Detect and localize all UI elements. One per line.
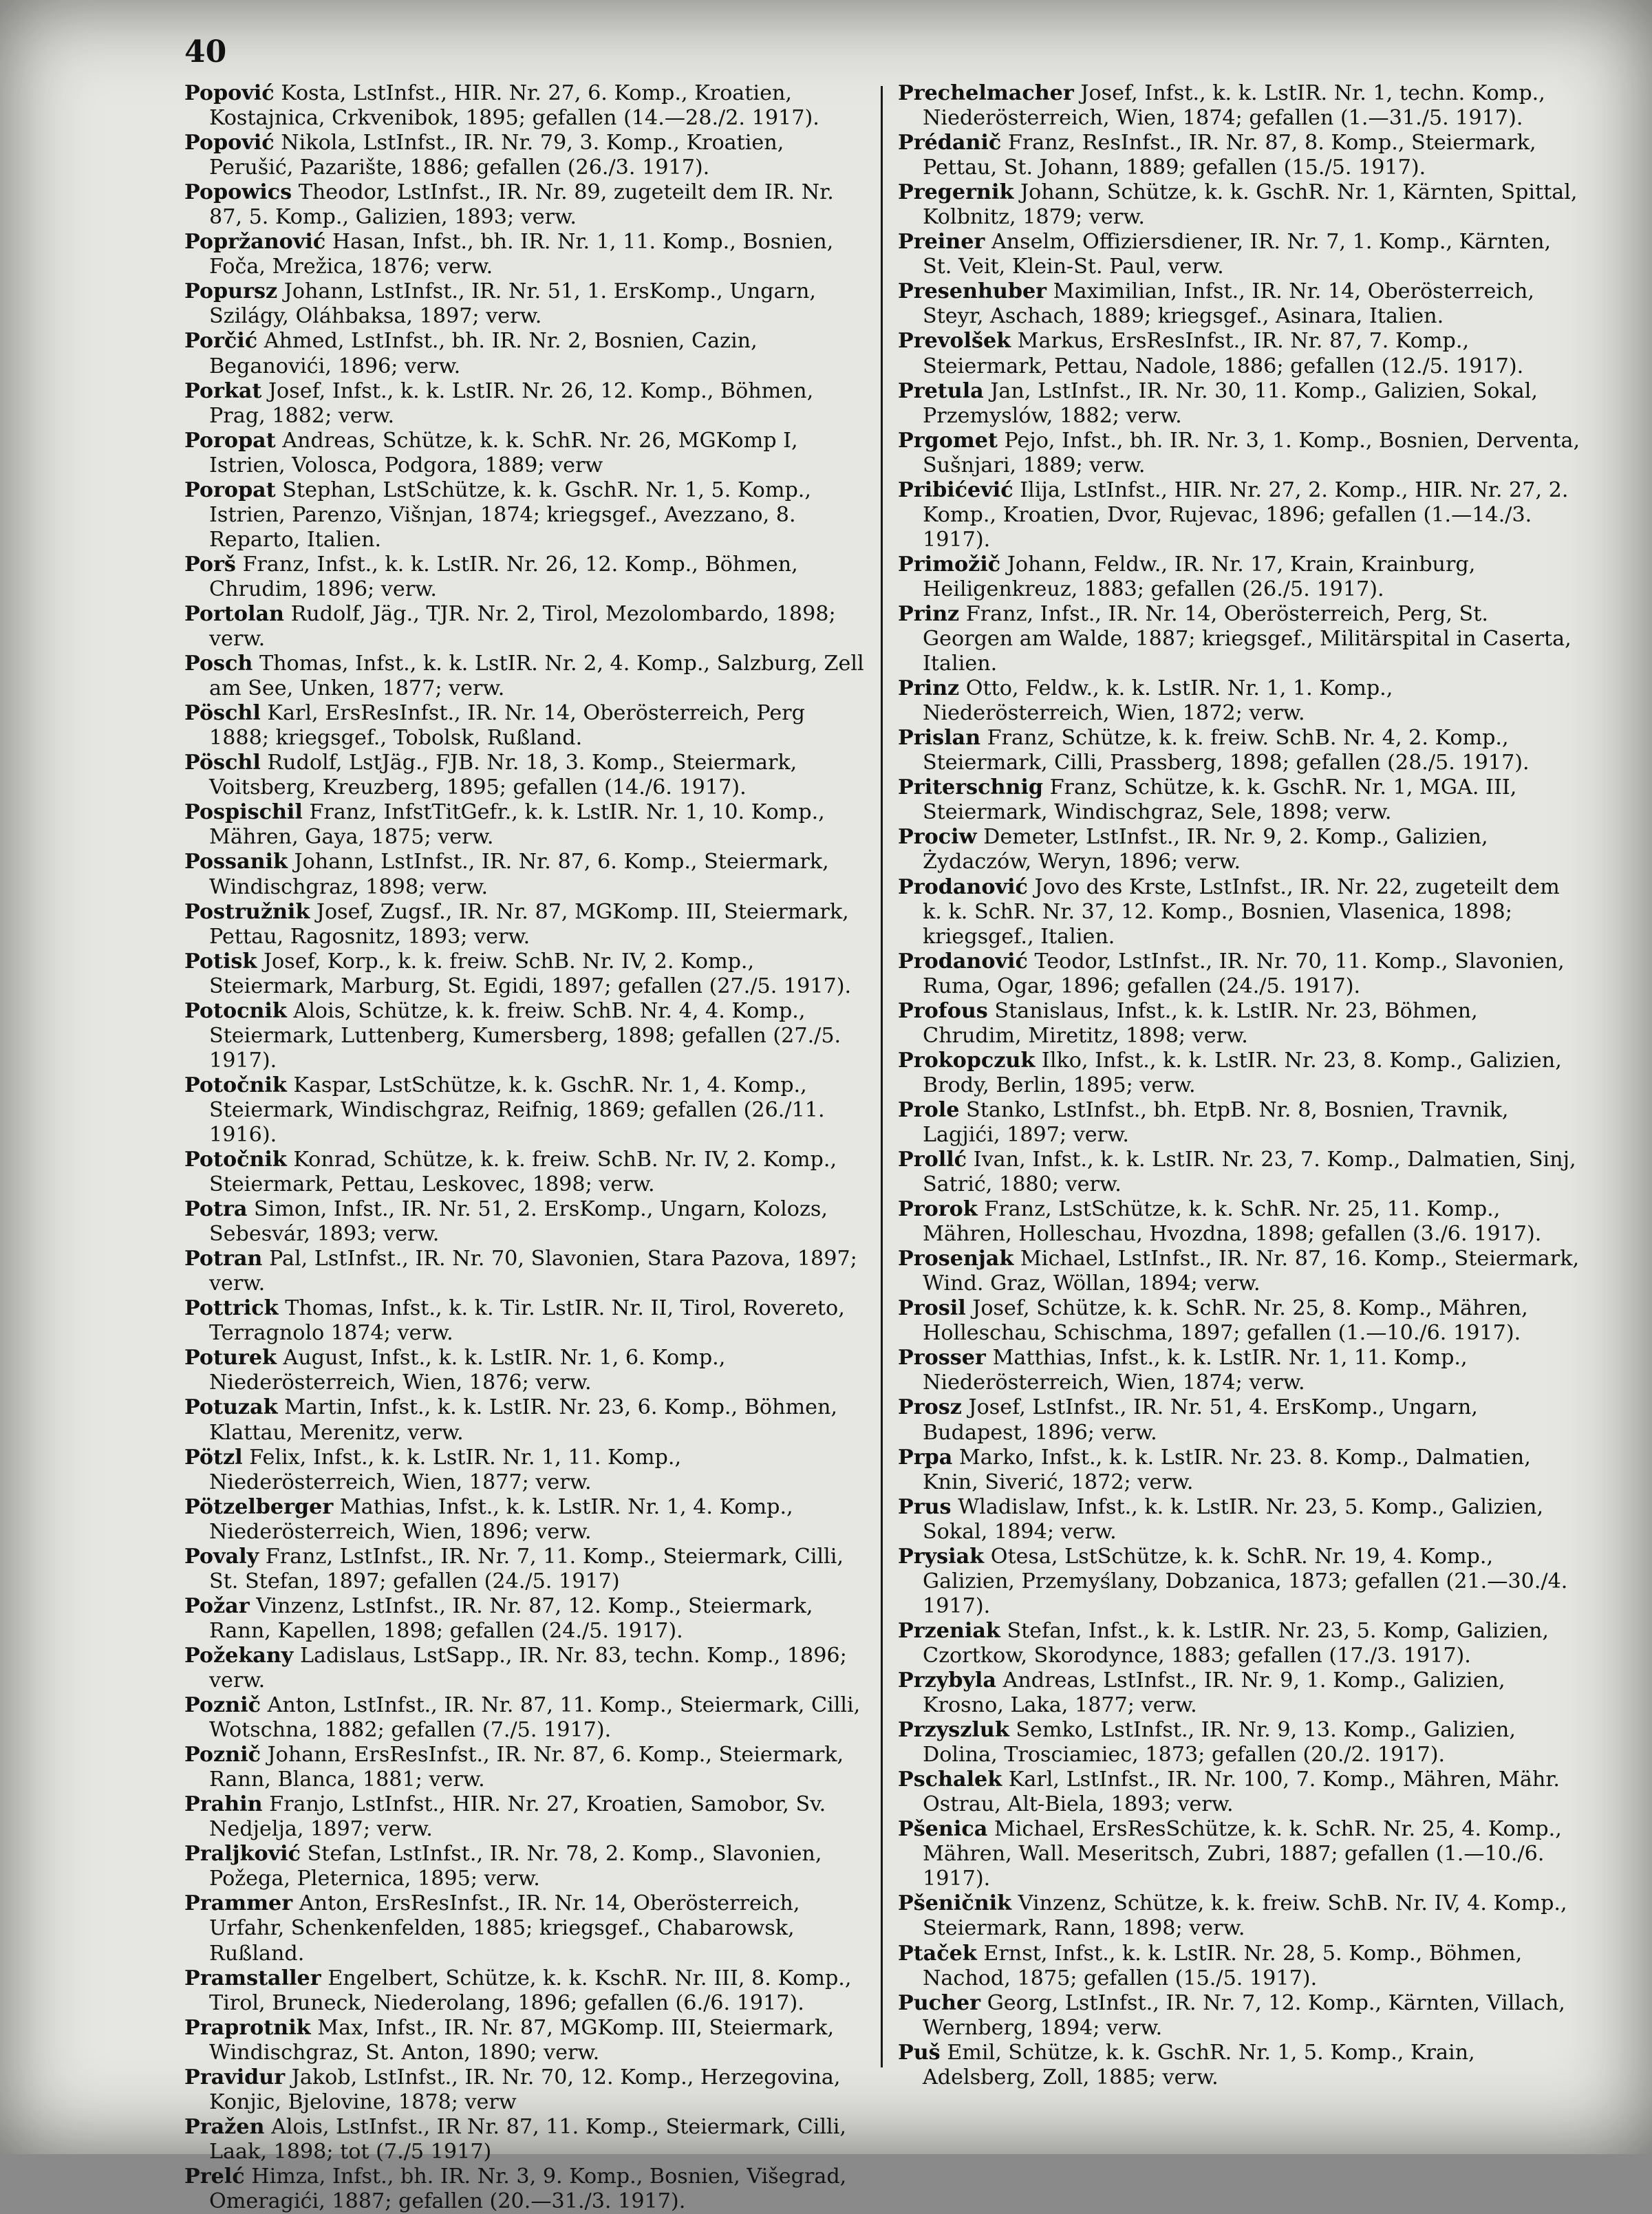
register-entry <box>898 676 1582 726</box>
entry-surname: Prpa <box>898 1445 953 1470</box>
register-entry <box>898 1619 1582 1668</box>
entry-surname: Prokopczuk <box>898 1048 1036 1073</box>
entry-details: Franz, LstInfst., IR. Nr. 7, 11. Komp., Steiermark, Cilli, St. Stefan, 1897; gefallen (24./5. 1917) <box>209 1544 844 1593</box>
register-entry <box>184 1693 868 1743</box>
register-entry <box>184 1966 868 2016</box>
left-column <box>184 81 868 2214</box>
entry-surname: Prinz <box>898 676 960 701</box>
register-entry <box>184 81 868 131</box>
entry-surname: Praljković <box>184 1842 301 1867</box>
entry-surname: Prociw <box>898 825 977 850</box>
entry-surname: Porčić <box>184 329 258 354</box>
register-entry <box>898 825 1582 874</box>
register-entry <box>898 478 1582 552</box>
entry-surname: Povaly <box>184 1544 259 1569</box>
entry-details: Franjo, LstInfst., HIR. Nr. 27, Kroatien, Samobor, Sv. Nedjelja, 1897; verw. <box>209 1792 826 1842</box>
entry-surname: Pötzelberger <box>184 1494 334 1519</box>
register-entry <box>898 180 1582 230</box>
entry-surname: Požekany <box>184 1643 294 1668</box>
entry-details: Rudolf, LstJäg., FJB. Nr. 18, 3. Komp., Steiermark, Voitsberg, Kreuzberg, 1895; gefallen (14./6. 1917). <box>209 751 797 800</box>
register-entry <box>898 1197 1582 1247</box>
entry-surname: Popović <box>184 81 275 105</box>
entry-details: Ilko, Infst., k. k. LstIR. Nr. 23, 8. Komp., Galizien, Brody, Berlin, 1895; verw. <box>923 1048 1562 1097</box>
entry-details: Josef, Infst., k. k. LstIR. Nr. 1, techn. Komp., Niederösterreich, Wien, 1874; gefallen (1.—31./5. 1917). <box>923 81 1545 131</box>
register-entry <box>184 2164 868 2214</box>
entry-surname: Potran <box>184 1247 263 1271</box>
entry-details: Anselm, Offiziersdiener, IR. Nr. 7, 1. Komp., Kärnten, St. Veit, Klein-St. Paul, verw. <box>923 230 1552 279</box>
register-entry <box>184 602 868 652</box>
entry-details: Franz, Schütze, k. k. GschR. Nr. 1, MGA. III, Steiermark, Windischgraz, Sele, 1898; verw. <box>923 775 1517 825</box>
entry-surname: Popržanović <box>184 230 326 255</box>
entry-surname: Poznič <box>184 1693 261 1718</box>
register-entry <box>184 2115 868 2164</box>
entry-details: Josef, Schütze, k. k. SchR. Nr. 25, 8. Komp., Mähren, Holleschau, Schischma, 1897; gefallen (1.—10./6. 1917). <box>923 1296 1528 1346</box>
register-entry <box>898 1296 1582 1346</box>
register-entry <box>898 1767 1582 1817</box>
entry-surname: Possanik <box>184 850 288 874</box>
entry-details: Theodor, LstInfst., IR. Nr. 89, zugeteilt dem IR. Nr. 87, 5. Komp., Galizien, 1893; verw. <box>209 180 834 230</box>
entry-details: Engelbert, Schütze, k. k. KschR. Nr. III, 8. Komp., Tirol, Bruneck, Niederolang, 1896; gefallen (6./6. 1917). <box>209 1966 852 2015</box>
entry-surname: Potisk <box>184 949 257 974</box>
right-column <box>898 81 1582 2090</box>
entry-details: Simon, Infst., IR. Nr. 51, 2. ErsKomp., Ungarn, Kolozs, Sebesvár, 1893; verw. <box>209 1197 828 1247</box>
entry-surname: Prahin <box>184 1792 263 1817</box>
entry-surname: Prollć <box>898 1148 967 1172</box>
entry-surname: Poznič <box>184 1743 261 1767</box>
register-entry <box>898 1495 1582 1545</box>
entry-details: Ernst, Infst., k. k. LstIR. Nr. 28, 5. Komp., Böhmen, Nachod, 1875; gefallen (15./5. 1917). <box>923 1941 1523 1990</box>
register-entry <box>898 329 1582 378</box>
entry-details: Jan, LstInfst., IR. Nr. 30, 11. Komp., Galizien, Sokal, Przemyslów, 1882; verw. <box>923 378 1538 428</box>
entry-surname: Puš <box>898 2040 941 2065</box>
register-entry <box>184 1148 868 1197</box>
entry-details: Pejo, Infst., bh. IR. Nr. 3, 1. Komp., Bosnien, Derventa, Sušnjari, 1889; verw. <box>923 428 1580 477</box>
entry-surname: Posch <box>184 652 253 676</box>
entry-surname: Pöschl <box>184 751 261 775</box>
entry-details: Stanislaus, Infst., k. k. LstIR. Nr. 23, Böhmen, Chrudim, Miretitz, 1898; verw. <box>923 998 1478 1048</box>
register-entry <box>184 429 868 478</box>
entry-details: Demeter, LstInfst., IR. Nr. 9, 2. Komp., Galizien, Żydaczów, Weryn, 1896; verw. <box>923 825 1488 874</box>
register-entry <box>184 1792 868 1842</box>
register-entry <box>184 279 868 329</box>
register-entry <box>184 1594 868 1644</box>
register-entry <box>898 775 1582 825</box>
entry-surname: Popowics <box>184 180 292 205</box>
entry-details: Josef, Zugsf., IR. Nr. 87, MGKomp. III, Steiermark, Pettau, Ragosnitz, 1893; verw. <box>209 899 849 949</box>
entry-surname: Praprotnik <box>184 2015 311 2040</box>
entry-details: Felix, Infst., k. k. LstIR. Nr. 1, 11. Komp., Niederösterreich, Wien, 1877; verw. <box>209 1445 682 1494</box>
entry-surname: Przybyla <box>898 1668 996 1692</box>
register-entry <box>898 1668 1582 1718</box>
entry-details: Hasan, Infst., bh. IR. Nr. 1, 11. Komp., Bosnien, Foča, Mrežica, 1876; verw. <box>209 230 834 279</box>
entry-details: Anton, ErsResInfst., IR. Nr. 14, Oberösterreich, Urfahr, Schenkenfelden, 1885; kriegsgef., Chabarowsk, Rußland. <box>209 1891 800 1966</box>
entry-surname: Prevolšek <box>898 329 1011 354</box>
entry-details: Nikola, LstInfst., IR. Nr. 79, 3. Komp., Kroatien, Perušić, Pazarište, 1886; gefallen (26./3. 1917). <box>209 131 784 180</box>
entry-details: Alois, LstInfst., IR Nr. 87, 11. Komp., Steiermark, Cilli, Laak, 1898; tot (7./5 1917) <box>209 2114 846 2164</box>
entry-details: Josef, Korp., k. k. freiw. SchB. Nr. IV, 2. Komp., Steiermark, Marburg, St. Egidi, 1897; gefallen (27./5. 1917). <box>209 949 852 998</box>
entry-details: Mathias, Infst., k. k. LstIR. Nr. 1, 4. Komp., Niederösterreich, Wien, 1896; verw. <box>209 1494 793 1544</box>
register-entry <box>898 726 1582 775</box>
entry-surname: Pretula <box>898 378 984 403</box>
register-entry <box>184 1445 868 1495</box>
entry-details: Matthias, Infst., k. k. LstIR. Nr. 1, 11. Komp., Niederösterreich, Wien, 1874; verw. <box>923 1346 1468 1395</box>
entry-details: Ladislaus, LstSapp., IR. Nr. 83, techn. Komp., 1896; verw. <box>209 1643 847 1692</box>
register-entry <box>898 379 1582 429</box>
register-entry <box>184 800 868 850</box>
entry-details: Vinzenz, Schütze, k. k. freiw. SchB. Nr. IV, 4. Komp., Steiermark, Rann, 1898; verw. <box>923 1891 1567 1941</box>
entry-details: Konrad, Schütze, k. k. freiw. SchB. Nr. IV, 2. Komp., Steiermark, Pettau, Leskovec, 1898; verw. <box>209 1148 837 1197</box>
entry-details: Johann, LstInfst., IR. Nr. 87, 6. Komp., Steiermark, Windischgraz, 1898; verw. <box>209 850 829 899</box>
register-entry <box>184 751 868 800</box>
register-entry <box>184 379 868 429</box>
entry-details: Stephan, LstSchütze, k. k. GschR. Nr. 1, 5. Komp., Istrien, Parenzo, Višnjan, 1874; kriegsgef., Avezzano, 8. Reparto, Italien. <box>209 477 812 552</box>
entry-surname: Prammer <box>184 1891 293 1916</box>
entry-surname: Prorok <box>898 1197 978 1222</box>
register-entry <box>184 1545 868 1594</box>
entry-details: August, Infst., k. k. LstIR. Nr. 1, 6. Komp., Niederösterreich, Wien, 1876; verw. <box>209 1346 726 1395</box>
register-entry <box>184 1296 868 1346</box>
page-number: 40 <box>184 34 227 69</box>
register-entry <box>184 999 868 1073</box>
entry-surname: Prosz <box>898 1395 962 1420</box>
register-entry <box>184 1346 868 1395</box>
register-entry <box>898 429 1582 478</box>
entry-surname: Prodanović <box>898 949 1028 974</box>
entry-surname: Prosil <box>898 1296 966 1321</box>
entry-surname: Prelć <box>184 2164 245 2189</box>
register-entry <box>898 1395 1582 1445</box>
register-entry <box>184 652 868 701</box>
entry-surname: Presenhuber <box>898 279 1047 304</box>
entry-details: Semko, LstInfst., IR. Nr. 9, 13. Komp., Galizien, Dolina, Trosciamiec, 1873; gefallen (20./2. 1917). <box>923 1718 1516 1767</box>
entry-details: Max, Infst., IR. Nr. 87, MGKomp. III, Steiermark, Windischgraz, St. Anton, 1890; verw. <box>209 2015 835 2065</box>
entry-details: Martin, Infst., k. k. LstIR. Nr. 23, 6. Komp., Böhmen, Klattau, Merenitz, verw. <box>209 1395 838 1445</box>
entry-surname: Primožič <box>898 552 1001 577</box>
register-entry <box>184 329 868 378</box>
entry-surname: Popursz <box>184 279 278 304</box>
entry-details: Maximilian, Infst., IR. Nr. 14, Oberösterreich, Steyr, Aschach, 1889; kriegsgef., Asinara, Italien. <box>923 279 1534 329</box>
entry-surname: Poropat <box>184 428 276 453</box>
register-entry <box>898 1049 1582 1098</box>
register-entry <box>898 81 1582 131</box>
entry-details: Franz, InfstTitGefr., k. k. LstIR. Nr. 1, 10. Komp., Mähren, Gaya, 1875; verw. <box>209 800 825 850</box>
entry-details: Markus, ErsResInfst., IR. Nr. 87, 7. Komp., Steiermark, Pettau, Nadole, 1886; gefallen (12./5. 1917). <box>923 329 1524 378</box>
register-entry <box>898 2041 1582 2090</box>
entry-details: Vinzenz, LstInfst., IR. Nr. 87, 12. Komp., Steiermark, Rann, Kapellen, 1898; gefallen (24./5. 1917). <box>209 1593 813 1643</box>
register-entry <box>898 602 1582 676</box>
register-entry <box>184 2016 868 2065</box>
entry-details: Kosta, LstInfst., HIR. Nr. 27, 6. Komp., Kroatien, Kostajnica, Crkvenibok, 1895; gefallen (14.—28./2. 1917). <box>209 81 819 131</box>
entry-details: Franz, Infst., IR. Nr. 14, Oberösterreich, Perg, St. Georgen am Walde, 1887; kriegsgef., Militärspital in Caserta, Italien. <box>923 601 1571 676</box>
entry-surname: Popović <box>184 131 275 155</box>
entry-details: Ivan, Infst., k. k. LstIR. Nr. 23, 7. Komp., Dalmatien, Sinj, Satrić, 1880; verw. <box>923 1148 1576 1197</box>
entry-surname: Pravidur <box>184 2065 286 2089</box>
entry-details: Josef, LstInfst., IR. Nr. 51, 4. ErsKomp., Ungarn, Budapest, 1896; verw. <box>923 1395 1478 1445</box>
register-entry <box>184 1247 868 1296</box>
register-entry <box>184 1891 868 1966</box>
entry-surname: Prosenjak <box>898 1247 1014 1271</box>
entry-details: Stefan, LstInfst., IR. Nr. 78, 2. Komp., Slavonien, Požega, Pleternica, 1895; verw. <box>209 1842 822 1891</box>
entry-surname: Postružnik <box>184 899 310 924</box>
entry-surname: Ptaček <box>898 1941 977 1966</box>
entry-details: Georg, LstInfst., IR. Nr. 7, 12. Komp., Kärnten, Villach, Wernberg, 1894; verw. <box>923 1990 1565 2040</box>
entry-surname: Priterschnig <box>898 775 1043 800</box>
entry-surname: Prislan <box>898 726 981 751</box>
register-entry <box>898 1718 1582 1767</box>
register-entry <box>898 1817 1582 1891</box>
register-entry <box>184 1644 868 1693</box>
entry-details: Johann, Schütze, k. k. GschR. Nr. 1, Kärnten, Spittal, Kolbnitz, 1879; verw. <box>923 180 1578 230</box>
entry-surname: Porkat <box>184 378 262 403</box>
entry-surname: Pospischil <box>184 800 303 825</box>
entry-surname: Preiner <box>898 230 985 255</box>
register-entry <box>898 1346 1582 1395</box>
entry-surname: Profous <box>898 998 988 1023</box>
entry-surname: Potocnik <box>184 998 287 1023</box>
entry-details: Johann, Feldw., IR. Nr. 17, Krain, Krainburg, Heiligenkreuz, 1883; gefallen (26./5. 1917). <box>923 552 1476 601</box>
register-entry <box>184 2065 868 2115</box>
register-entry <box>184 131 868 180</box>
register-entry <box>184 180 868 230</box>
entry-details: Stefan, Infst., k. k. LstIR. Nr. 23, 5. Komp, Galizien, Czortkow, Skorodynce, 1883; gefallen (17./3. 1917). <box>923 1618 1549 1668</box>
entry-details: Johann, ErsResInfst., IR. Nr. 87, 6. Komp., Steiermark, Rann, Blanca, 1881; verw. <box>209 1743 844 1792</box>
entry-surname: Pregernik <box>898 180 1014 205</box>
entry-surname: Poropat <box>184 477 276 502</box>
entry-surname: Poturek <box>184 1346 277 1371</box>
entry-details: Karl, LstInfst., IR. Nr. 100, 7. Komp., Mähren, Mähr. Ostrau, Alt-Biela, 1893; verw. <box>923 1767 1560 1817</box>
register-entry <box>184 478 868 552</box>
register-entry <box>898 1942 1582 1991</box>
entry-details: Andreas, LstInfst., IR. Nr. 9, 1. Komp., Galizien, Krosno, Laka, 1877; verw. <box>923 1668 1505 1718</box>
entry-details: Rudolf, Jäg., TJR. Nr. 2, Tirol, Mezolombardo, 1898; verw. <box>209 601 836 652</box>
register-entry <box>184 1197 868 1247</box>
register-entry <box>898 1148 1582 1197</box>
entry-surname: Pšeničnik <box>898 1891 1012 1916</box>
entry-details: Teodor, LstInfst., IR. Nr. 70, 11. Komp., Slavonien, Ruma, Ogar, 1896; gefallen (24./5. 1917). <box>923 949 1565 998</box>
entry-surname: Porš <box>184 552 236 577</box>
register-entry <box>184 701 868 751</box>
entry-surname: Przeniak <box>898 1618 1000 1643</box>
register-entry <box>184 1842 868 1891</box>
entry-surname: Prus <box>898 1494 952 1519</box>
register-entry <box>898 1098 1582 1148</box>
register-entry <box>898 875 1582 949</box>
entry-details: Franz, ResInfst., IR. Nr. 87, 8. Komp., Steiermark, Pettau, St. Johann, 1889; gefallen (15./5. 1917). <box>923 131 1536 180</box>
entry-surname: Prysiak <box>898 1544 985 1569</box>
entry-details: Thomas, Infst., k. k. LstIR. Nr. 2, 4. Komp., Salzburg, Zell am See, Unken, 1877; verw. <box>209 652 864 701</box>
entry-details: Kaspar, LstSchütze, k. k. GschR. Nr. 1, 4. Komp., Steiermark, Windischgraz, Reifnig, 1869; gefallen (26./11. 1916). <box>209 1073 825 1147</box>
entry-surname: Pöschl <box>184 701 261 726</box>
register-entry <box>184 1743 868 1792</box>
entry-details: Marko, Infst., k. k. LstIR. Nr. 23. 8. Komp., Dalmatien, Knin, Siverić, 1872; verw. <box>923 1445 1531 1494</box>
register-entry <box>898 230 1582 279</box>
register-entry <box>184 900 868 949</box>
register-entry <box>898 1545 1582 1619</box>
register-entry <box>184 949 868 999</box>
entry-surname: Pottrick <box>184 1296 279 1321</box>
entry-details: Thomas, Infst., k. k. Tir. LstIR. Nr. II, Tirol, Rovereto, Terragnolo 1874; verw. <box>209 1296 845 1346</box>
entry-surname: Prinz <box>898 601 960 626</box>
entry-surname: Prole <box>898 1097 960 1122</box>
entry-surname: Pražen <box>184 2114 265 2139</box>
entry-details: Stanko, LstInfst., bh. EtpB. Nr. 8, Bosnien, Travnik, Lagjići, 1897; verw. <box>923 1097 1509 1147</box>
entry-details: Johann, LstInfst., IR. Nr. 51, 1. ErsKomp., Ungarn, Szilágy, Oláhbaksa, 1897; verw. <box>209 279 816 329</box>
entry-details: Wladislaw, Infst., k. k. LstIR. Nr. 23, 5. Komp., Galizien, Sokal, 1894; verw. <box>923 1494 1544 1544</box>
entry-surname: Prodanović <box>898 874 1028 899</box>
entry-surname: Pšenica <box>898 1817 988 1842</box>
column-divider <box>881 86 883 2067</box>
entry-surname: Pschalek <box>898 1767 1002 1792</box>
entry-details: Pal, LstInfst., IR. Nr. 70, Slavonien, Stara Pazova, 1897; verw. <box>209 1247 857 1296</box>
register-entry <box>184 1495 868 1545</box>
entry-details: Himza, Infst., bh. IR. Nr. 3, 9. Komp., Bosnien, Višegrad, Omeragići, 1887; gefallen (20.—31./3. 1917). <box>209 2164 847 2213</box>
entry-details: Karl, ErsResInfst., IR. Nr. 14, Oberösterreich, Perg 1888; kriegsgef., Tobolsk, Rußland. <box>209 701 805 751</box>
register-entry <box>184 552 868 602</box>
register-entry <box>898 1247 1582 1296</box>
register-entry <box>184 850 868 899</box>
register-entry <box>184 1073 868 1148</box>
entry-details: Jakob, LstInfst., IR. Nr. 70, 12. Komp., Herzegovina, Konjic, Bjelovine, 1878; verw <box>209 2065 841 2114</box>
entry-details: Otesa, LstSchütze, k. k. SchR. Nr. 19, 4. Komp., Galizien, Przemyślany, Dobzanica, 1873; gefallen (21.—30./4. 1917). <box>923 1544 1568 1618</box>
entry-details: Michael, LstInfst., IR. Nr. 87, 16. Komp., Steiermark, Wind. Graz, Wöllan, 1894; verw. <box>923 1247 1580 1296</box>
entry-details: Franz, Infst., k. k. LstIR. Nr. 26, 12. Komp., Böhmen, Chrudim, 1896; verw. <box>209 552 798 601</box>
entry-details: Franz, Schütze, k. k. freiw. SchB. Nr. 4, 2. Komp., Steiermark, Cilli, Prassberg, 1898; gefallen (28./5. 1917). <box>923 726 1530 775</box>
register-entry <box>184 230 868 279</box>
entry-surname: Prosser <box>898 1346 986 1371</box>
register-entry <box>898 279 1582 329</box>
entry-surname: Prgomet <box>898 428 998 453</box>
entry-surname: Przyszluk <box>898 1718 1009 1743</box>
entry-details: Otto, Feldw., k. k. LstIR. Nr. 1, 1. Komp., Niederösterreich, Wien, 1872; verw. <box>923 676 1393 726</box>
entry-surname: Požar <box>184 1593 250 1618</box>
register-entry <box>898 552 1582 602</box>
entry-details: Jovo des Krste, LstInfst., IR. Nr. 22, zugeteilt dem k. k. SchR. Nr. 37, 12. Komp., Bosnien, Vlasenica, 1898; kriegsgef., Italien. <box>923 874 1560 949</box>
entry-details: Anton, LstInfst., IR. Nr. 87, 11. Komp., Steiermark, Cilli, Wotschna, 1882; gefallen (7./5. 1917). <box>209 1693 861 1743</box>
entry-surname: Pötzl <box>184 1445 243 1470</box>
entry-surname: Potra <box>184 1197 248 1222</box>
entry-details: Ahmed, LstInfst., bh. IR. Nr. 2, Bosnien, Cazin, Beganovići, 1896; verw. <box>209 329 758 378</box>
entry-details: Andreas, Schütze, k. k. SchR. Nr. 26, MGKomp I, Istrien, Volosca, Podgora, 1889; verw <box>209 428 798 477</box>
entry-details: Ilija, LstInfst., HIR. Nr. 27, 2. Komp., HIR. Nr. 27, 2. Komp., Kroatien, Dvor, Rujevac, 1896; gefallen (1.—14./3. 1917). <box>923 477 1569 552</box>
entry-surname: Prédanič <box>898 131 1002 155</box>
entry-surname: Pucher <box>898 1990 981 2015</box>
register-entry <box>898 1891 1582 1941</box>
register-entry <box>898 131 1582 180</box>
register-entry <box>184 1395 868 1445</box>
entry-surname: Potočnik <box>184 1148 287 1172</box>
entry-surname: Portolan <box>184 601 284 626</box>
entry-surname: Pramstaller <box>184 1966 321 1990</box>
register-entry <box>898 999 1582 1049</box>
entry-details: Josef, Infst., k. k. LstIR. Nr. 26, 12. Komp., Böhmen, Prag, 1882; verw. <box>209 378 814 428</box>
entry-details: Franz, LstSchütze, k. k. SchR. Nr. 25, 11. Komp., Mähren, Holleschau, Hvozdna, 1898; gefallen (3./6. 1917). <box>923 1197 1542 1247</box>
register-entry <box>898 1991 1582 2041</box>
entry-details: Michael, ErsResSchütze, k. k. SchR. Nr. 25, 4. Komp., Mähren, Wall. Meseritsch, Zubri, 1887; gefallen (1.—10./6. 1917). <box>923 1817 1562 1891</box>
entry-surname: Potuzak <box>184 1395 278 1420</box>
register-entry <box>898 1445 1582 1495</box>
entry-surname: Potočnik <box>184 1073 287 1097</box>
entry-details: Emil, Schütze, k. k. GschR. Nr. 1, 5. Komp., Krain, Adelsberg, Zoll, 1885; verw. <box>923 2040 1475 2089</box>
entry-surname: Prechelmacher <box>898 81 1074 105</box>
entry-surname: Pribićević <box>898 477 1013 502</box>
register-entry <box>898 949 1582 999</box>
entry-details: Alois, Schütze, k. k. freiw. SchB. Nr. 4, 4. Komp., Steiermark, Luttenberg, Kumersberg, 1898; gefallen (27./5. 1917). <box>209 998 841 1073</box>
